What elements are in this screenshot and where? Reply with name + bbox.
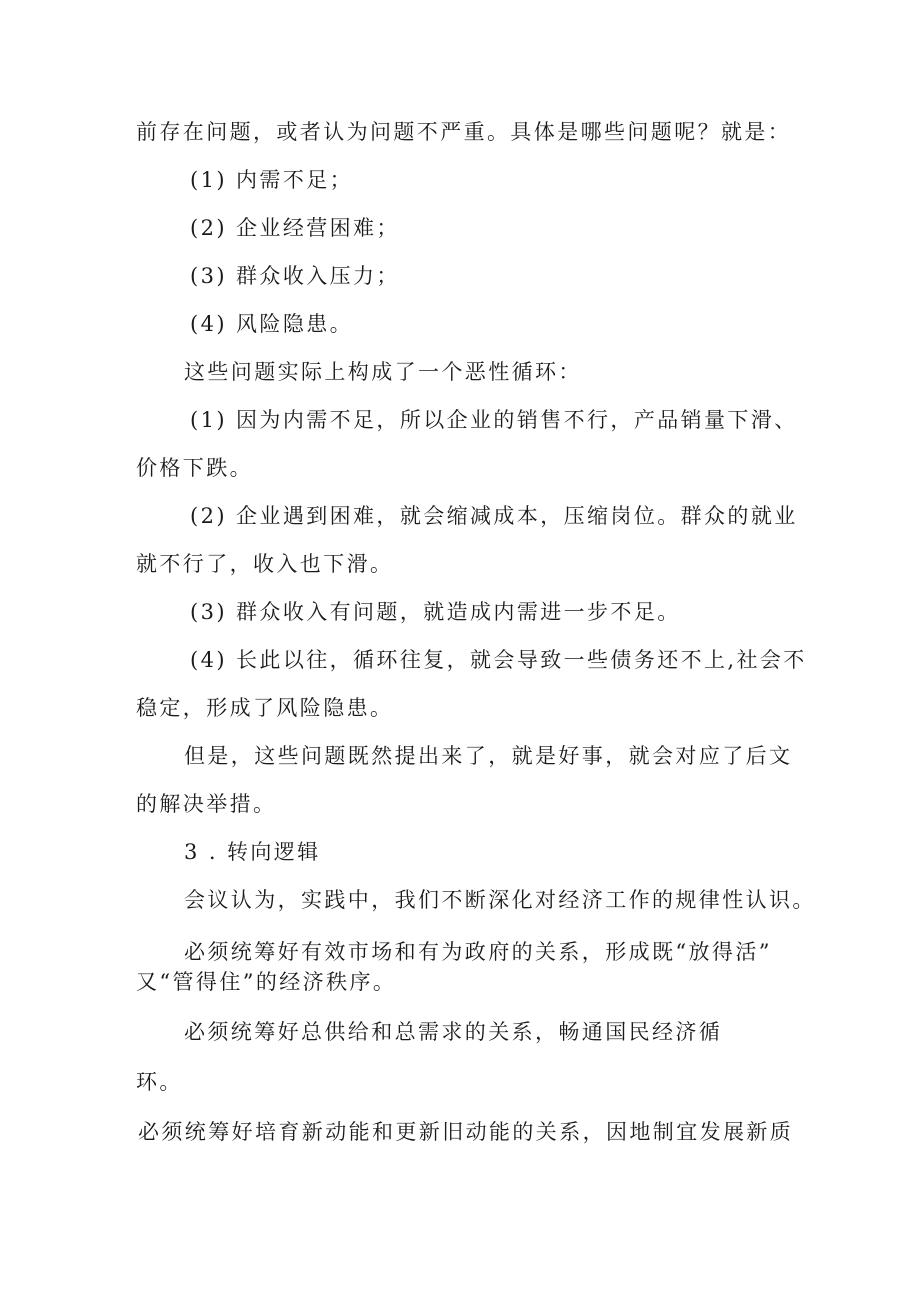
text-line: 环。 bbox=[136, 1070, 183, 1094]
list-item: (1) 因为内需不足，所以企业的销售不行，产品销量下滑、 bbox=[190, 408, 798, 432]
paragraph-line: 必须统筹好总供给和总需求的关系，畅通国民经济循 bbox=[184, 1020, 723, 1044]
text-line: 稳定，形成了风险隐患。 bbox=[136, 696, 394, 720]
list-item: (3) 群众收入压力； bbox=[190, 264, 400, 288]
paragraph-line: 会议认为，实践中，我们不断深化对经济工作的规律性认识。 bbox=[184, 888, 816, 912]
list-item: (4) 长此以往，循环往复，就会导致一些债务还不上,社会不 bbox=[190, 648, 807, 672]
text-line: 又“管得住”的经济秩序。 bbox=[136, 970, 397, 994]
text-line: 的解决举措。 bbox=[136, 792, 277, 816]
section-heading: 3 . 转向逻辑 bbox=[184, 840, 321, 864]
list-item: (3) 群众收入有问题，就造成内需进一步不足。 bbox=[190, 600, 681, 624]
paragraph-line: 必须统筹好培育新动能和更新旧动能的关系，因地制宜发展新质 bbox=[138, 1120, 794, 1144]
paragraph-line: 必须统筹好有效市场和有为政府的关系，形成既“放得活” bbox=[184, 940, 772, 964]
list-item: (1) 内需不足； bbox=[190, 168, 354, 192]
list-item: (2) 企业经营困难； bbox=[190, 216, 400, 240]
paragraph-line: 但是，这些问题既然提出来了，就是好事，就会对应了后文 bbox=[184, 744, 793, 768]
paragraph-line: 这些问题实际上构成了一个恶性循环： bbox=[184, 360, 582, 384]
list-item: (2) 企业遇到困难，就会缩减成本，压缩岗位。群众的就业 bbox=[190, 504, 798, 528]
list-item: (4) 风险隐患。 bbox=[190, 312, 354, 336]
text-line: 价格下跌。 bbox=[136, 456, 253, 480]
text-line: 就不行了，收入也下滑。 bbox=[136, 552, 394, 576]
text-line: 前存在问题，或者认为问题不严重。具体是哪些问题呢？就是： bbox=[136, 120, 792, 144]
